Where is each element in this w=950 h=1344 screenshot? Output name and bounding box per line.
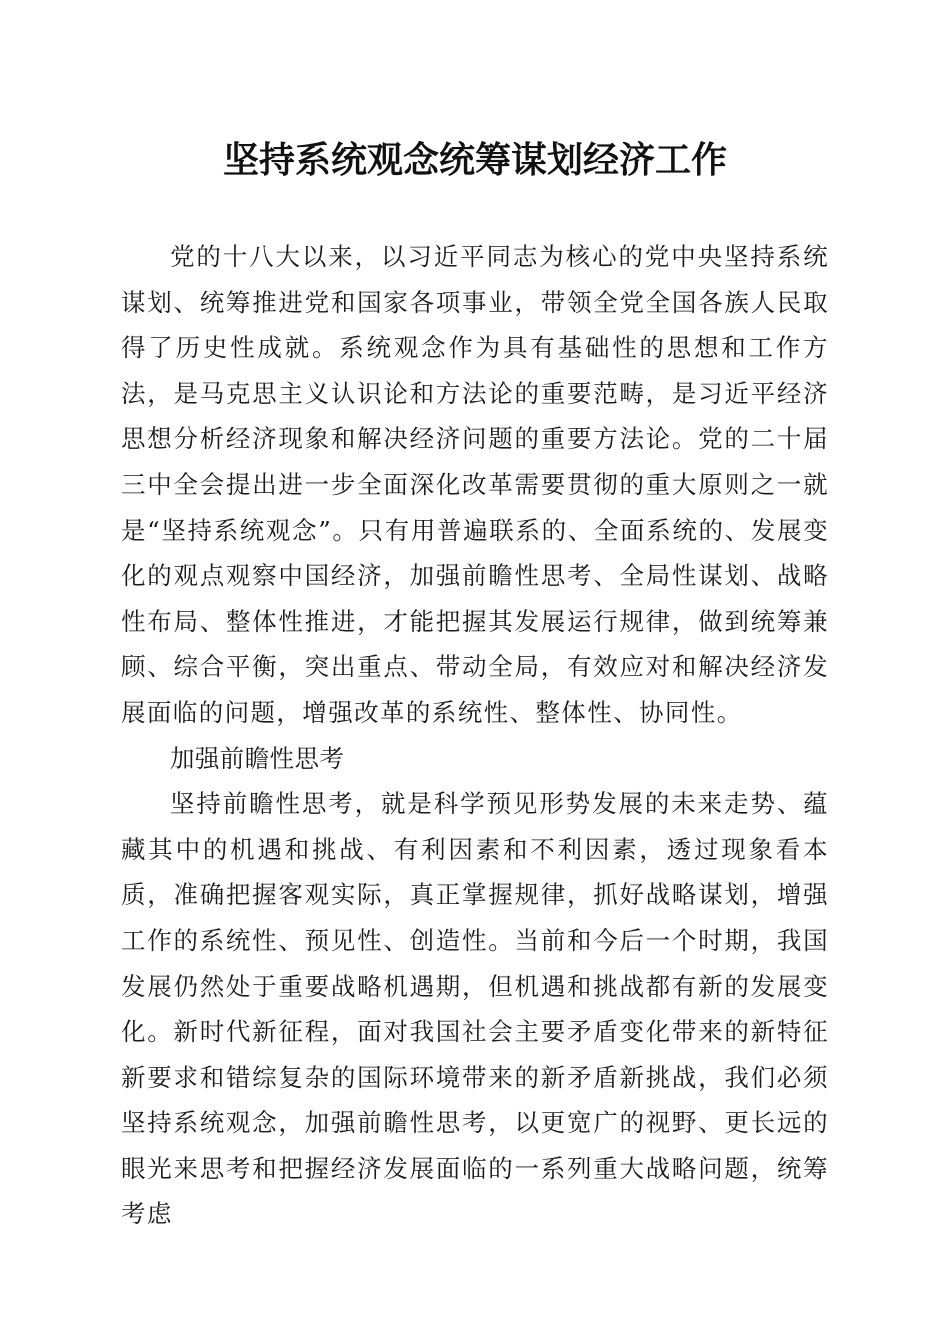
section-heading: 加强前瞻性思考 xyxy=(170,743,345,773)
paragraph-foresight: 坚持前瞻性思考，就是科学预见形势发展的未来走势、蕴藏其中的机遇和挑战、有利因素和不利因素，透过现象看本质，准确把握客观实际，真正掌握规律，抓好战略谋划，增强工作的系统性、预见性、创造性。当前和今后一个时期，我国发展仍然处于重要战略机遇期，但机遇和挑战都有新的发展变化。新时代新征程，面对我国社会主要矛盾变化带来的新特征新要求和错综复杂的国际环境带来的新矛盾新挑战，我们必须坚持系统观念，加强前瞻性思考，以更宽广的视野、更长远的眼光来思考和把握经济发展面临的一系列重大战略问题，统筹考虑 xyxy=(121,789,829,1229)
document-title: 坚持系统观念统筹谋划经济工作 xyxy=(222,139,727,181)
paragraph-intro: 党的十八大以来，以习近平同志为核心的党中央坚持系统谋划、统筹推进党和国家各项事业，带领全党全国各族人民取得了历史性成就。系统观念作为具有基础性的思想和工作方法，是马克思主义认识论和方法论的重要范畴，是习近平经济思想分析经济现象和解决经济问题的重要方法论。党的二十届三中全会提出进一步全面深化改革需要贯彻的重大原则之一就是“坚持系统观念”。只有用普遍联系的、全面系统的、发展变化的观点观察中国经济，加强前瞻性思考、全局性谋划、战略性布局、整体性推进，才能把握其发展运行规律，做到统筹兼顾、综合平衡，突出重点、带动全局，有效应对和解决经济发展面临的问题，增强改革的系统性、整体性、协同性。 xyxy=(121,242,829,727)
document-body xyxy=(121,234,829,1237)
